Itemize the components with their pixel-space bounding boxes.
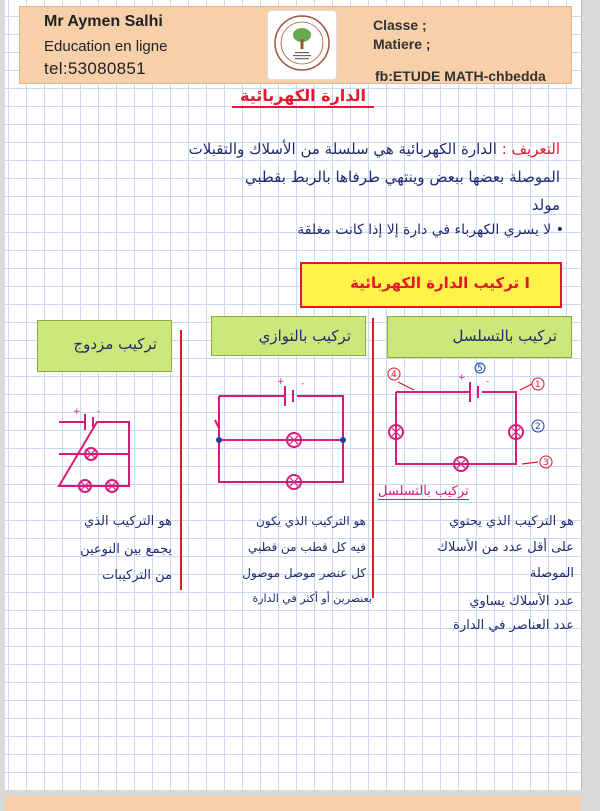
parallel-heading: تركيب بالتوازي: [258, 327, 351, 345]
definition-line-2: الموصلة بعضها ببعض وينتهي طرفاها بالربط بقطبي: [244, 168, 560, 186]
svg-text:+: +: [458, 373, 466, 383]
series-text-1: هو التركيب الذي يحتوي: [449, 514, 574, 529]
class-block: [373, 17, 546, 84]
series-text-4: عدد الأسلاك يساوي: [469, 594, 574, 609]
series-marker-5: 5: [477, 364, 483, 374]
author-phone: tel:53080851: [44, 59, 146, 78]
definition-line-1: [189, 140, 560, 158]
subject-label: Matiere ;: [373, 36, 431, 52]
series-heading-box: [387, 316, 572, 358]
tree-logo-icon: [268, 11, 336, 79]
parallel-text-4: بعنصرين أو أكثر في الدارة: [252, 592, 372, 605]
section-title-box: [300, 262, 562, 308]
definition-label: التعريف :: [501, 140, 560, 158]
svg-text:+: +: [73, 407, 81, 417]
bullet-dot: •: [551, 222, 564, 238]
mixed-text-3: من التركيبات: [102, 568, 172, 583]
series-marker-4: 4: [391, 370, 397, 380]
series-text-3: الموصلة: [529, 566, 574, 581]
section-title: I تركيب الدارة الكهربائية: [350, 274, 530, 292]
parallel-heading-box: [211, 316, 366, 356]
school-logo: [267, 10, 337, 80]
mixed-heading-box: [37, 320, 172, 372]
author-block: [44, 13, 167, 79]
series-circuit-diagram: [386, 362, 556, 477]
page-title: الدارة الكهربائية: [232, 86, 374, 108]
svg-text:-: -: [486, 377, 490, 387]
facebook-label: fb:ETUDE MATH-chbedda: [375, 68, 546, 84]
parallel-text-3: كل عنصر موصل موصول: [242, 566, 366, 580]
series-caption: تركيب بالتسلسل: [378, 484, 469, 499]
svg-text:+: +: [277, 377, 285, 387]
author-subtitle: Education en ligne: [44, 38, 168, 55]
definition-line-3: مولد: [531, 196, 560, 214]
mixed-circuit-diagram: [55, 402, 155, 492]
parallel-text-2: فيه كل قطب من قطبي: [248, 540, 366, 554]
definition-text-1: الدارة الكهربائية هي سلسلة من الأسلاك والتقبلات: [188, 140, 497, 158]
svg-text:-: -: [97, 407, 101, 417]
mixed-text-1: هو التركيب الذي: [84, 514, 172, 529]
series-text-5: عدد العناصر في الدارة: [453, 618, 574, 633]
series-marker-1: 1: [535, 380, 541, 390]
divider-left: [180, 330, 182, 590]
svg-text:-: -: [301, 379, 305, 389]
page-header: [19, 6, 572, 84]
class-label: Classe ;: [373, 17, 427, 33]
divider-right: [372, 318, 374, 598]
next-page-header-strip: [5, 796, 581, 811]
parallel-text-1: هو التركيب الذي يكون: [256, 514, 366, 528]
series-text-2: على أقل عدد من الأسلاك: [437, 540, 574, 555]
series-heading: تركيب بالتسلسل: [452, 327, 557, 345]
series-marker-3: 3: [543, 458, 549, 468]
parallel-circuit-diagram: [215, 377, 350, 484]
series-marker-2: 2: [535, 422, 541, 432]
mixed-heading: تركيب مزدوج: [73, 335, 157, 353]
series-markers: [388, 363, 552, 468]
mixed-text-2: يجمع بين النوعين: [80, 542, 172, 557]
bullet-text: لا يسري الكهرباء في دارة إلا إذا كانت مغلقة: [297, 222, 552, 238]
bullet-note: [297, 222, 564, 238]
author-name: Mr Aymen Salhi: [44, 13, 163, 30]
